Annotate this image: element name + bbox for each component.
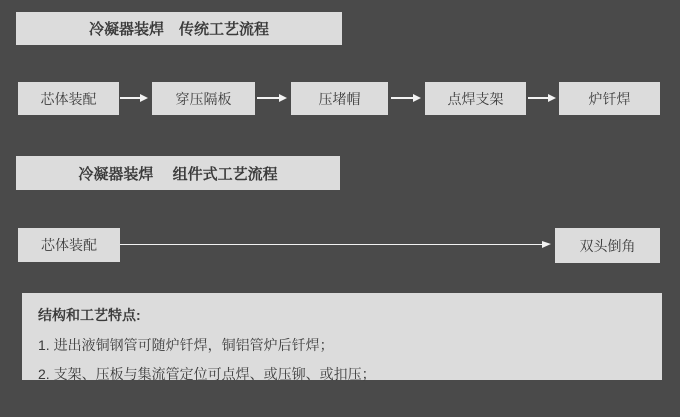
traditional-process-title: 冷凝器装焊 传统工艺流程 bbox=[16, 12, 342, 45]
flow-step-double-head-chamfer: 双头倒角 bbox=[555, 228, 660, 263]
flow-step-press-partition: 穿压隔板 bbox=[152, 82, 255, 115]
flow-step-core-assembly-2: 芯体装配 bbox=[18, 228, 120, 262]
right-arrow-icon bbox=[528, 97, 548, 99]
long-right-arrow-icon bbox=[120, 244, 542, 245]
flow-step-spot-weld-bracket: 点焊支架 bbox=[425, 82, 526, 115]
flow-step-furnace-brazing: 炉钎焊 bbox=[559, 82, 660, 115]
notes-panel bbox=[22, 293, 662, 380]
notes-item-1: 1. 进出液铜钢管可随炉钎焊，铜铝管炉后钎焊； bbox=[38, 337, 334, 353]
notes-heading: 结构和工艺特点: bbox=[38, 307, 141, 323]
flow-step-press-cap: 压堵帽 bbox=[291, 82, 388, 115]
notes-item-2: 2. 支架、压板与集流管定位可点焊、或压铆、或扣压； bbox=[38, 366, 376, 382]
right-arrow-icon bbox=[391, 97, 413, 99]
flow-step-core-assembly: 芯体装配 bbox=[18, 82, 119, 115]
right-arrow-icon bbox=[120, 97, 140, 99]
modular-process-title: 冷凝器装焊 组件式工艺流程 bbox=[16, 156, 340, 190]
right-arrow-icon bbox=[257, 97, 279, 99]
